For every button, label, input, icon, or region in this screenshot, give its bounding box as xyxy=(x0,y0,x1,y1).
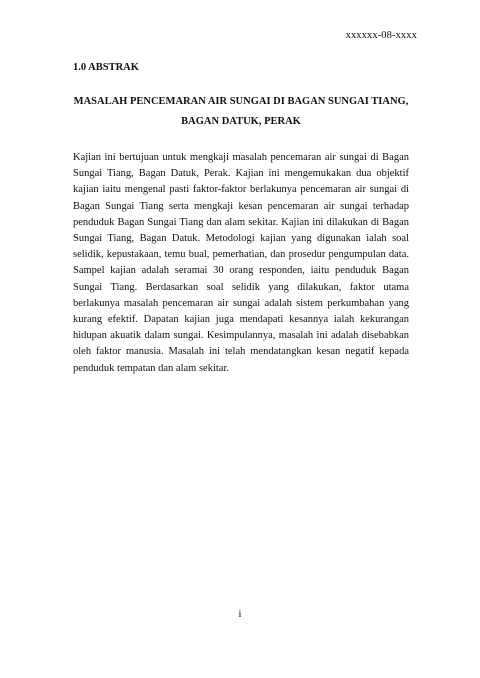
title-line-1: MASALAH PENCEMARAN AIR SUNGAI DI BAGAN SUNGAI TIANG, xyxy=(73,96,409,107)
document-id: xxxxxx-08-xxxx xyxy=(345,30,417,41)
page-number: i xyxy=(238,609,242,620)
title-line-2: BAGAN DATUK, PERAK xyxy=(181,116,301,127)
abstract-title xyxy=(73,92,409,132)
section-heading: 1.0 ABSTRAK xyxy=(73,62,139,73)
abstract-body: Kajian ini bertujuan untuk mengkaji masalah pencemaran air sungai di Bagan Sungai Tiang, Bagan Datuk, Perak. Kajian ini mengemukakan dua objektif kajian iaitu mengenal pasti faktor-faktor berlakunya pencemaran air sungai di Bagan Sungai Tiang serta mengkaji kesan pencemaran air sungai terhadap penduduk Bagan Sungai Tiang dan alam sekitar. Kajian ini dilakukan di Bagan Sungai Tiang, Bagan Datuk. Metodologi kajian yang digunakan ialah soal selidik, kepustakaan, temu bual, pemerhatian, dan prosedur pengumpulan data. Sampel kajian adalah seramai 30 orang responden, iaitu penduduk Bagan Sungai Tiang. Berdasarkan soal selidik yang dilakukan, faktor utama berlakunya masalah pencemaran air sungai adalah sistem perkumbahan yang kurang efektif. Dapatan kajian juga mendapati kesannya ialah kekurangan hidupan akuatik dalam sungai. Kesimpulannya, masalah ini adalah disebabkan oleh faktor manusia. Masalah ini telah mendatangkan kesan negatif kepada penduduk tempatan dan alam sekitar. xyxy=(73,152,409,374)
